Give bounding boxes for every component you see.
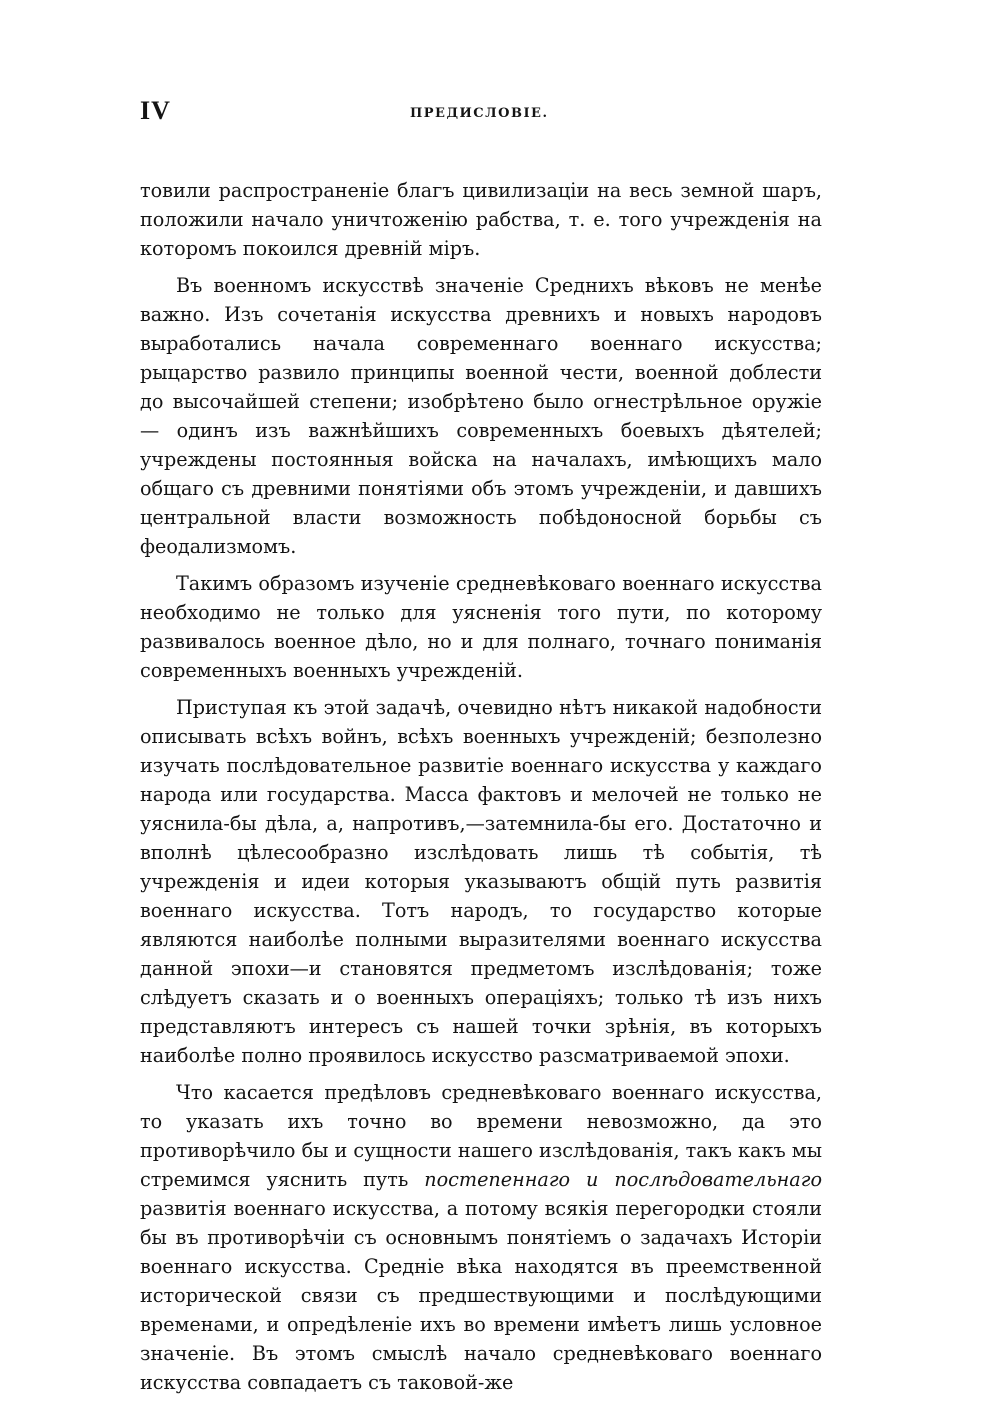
paragraph-5-italic-phrase: постепеннаго и послѣдовательнаго: [424, 1168, 822, 1191]
paragraph-2: Въ военномъ искусствѣ значеніе Среднихъ вѣковъ не менѣе важно. Изъ сочетанія искусства древнихъ и новыхъ народовъ выработались начала современнаго военнаго искусства; рыцарство развило принципы военной чести, военной доблести до высочайшей степени; изобрѣтено было огнестрѣльное оружіе — одинъ изъ важнѣйшихъ современныхъ боевыхъ дѣятелей; учреждены постоянныя войска на началахъ, имѣющихъ мало общаго съ древними понятіями объ этомъ учрежденіи, и давшихъ центральной власти возможность побѣдоносной борьбы съ феодализмомъ.: [140, 274, 822, 558]
paragraph-5-text-a: Что касается предѣловъ средневѣковаго военнаго искусства, то указать ихъ точно во времени невозможно, да это противорѣчило бы и сущности нашего изслѣдованія, такъ какъ мы стремимся уяснить путь: [140, 1081, 822, 1191]
paragraph-5: [140, 1078, 822, 1397]
paragraph-3: Такимъ образомъ изученіе средневѣковаго военнаго искусства необходимо не только для уясненія того пути, по которому развивалось военное дѣло, но и для полнаго, точнаго пониманія современныхъ военныхъ учрежденій.: [140, 572, 822, 682]
paragraph-4: Приступая къ этой задачѣ, очевидно нѣтъ никакой надобности описывать всѣхъ войнъ, всѣхъ военныхъ учрежденій; безполезно изучать послѣдовательное развитіе военнаго искусства у каждаго народа или государства. Масса фактовъ и мелочей не только не уяснила-бы дѣла, а, напротивъ,—затемнила-бы его. Достаточно и вполнѣ цѣлесообразно изслѣдовать лишь тѣ событія, тѣ учрежденія и идеи которыя указываютъ общій путь развитія военнаго искусства. Тотъ народъ, то государство которые являются наиболѣе полными выразителями военнаго искусства данной эпохи—и становятся предметомъ изслѣдованія; тоже слѣдуетъ сказать и о военныхъ операціяхъ; только тѣ изъ нихъ представляютъ интересъ съ нашей точки зрѣнія, въ которыхъ наиболѣе полно проявилось искусство разсматриваемой эпохи.: [140, 696, 822, 1067]
page-number: IV: [140, 96, 171, 125]
paragraph-1: товили распространеніе благъ цивилизаціи на весь земной шаръ, положили начало уничтоженію рабства, т. е. того учрежденія на которомъ покоился древній міръ.: [140, 179, 822, 260]
running-title: ПРЕДИСЛОВІЕ.: [410, 106, 549, 121]
paragraph-5-text-b: развитія военнаго искусства, а потому всякія перегородки стояли бы въ противорѣчіи съ основнымъ понятіемъ о задачахъ Исторіи военнаго искусства. Средніе вѣка находятся въ преемственной исторической связи съ предшествующими и послѣдующими временами, и опредѣленіе ихъ во времени имѣетъ лишь условное значеніе. Въ этомъ смыслѣ начало средневѣковаго военнаго искусства совпадаетъ съ таковой-же: [140, 1197, 822, 1394]
page-header: [140, 96, 830, 132]
body-text: [140, 176, 822, 1405]
